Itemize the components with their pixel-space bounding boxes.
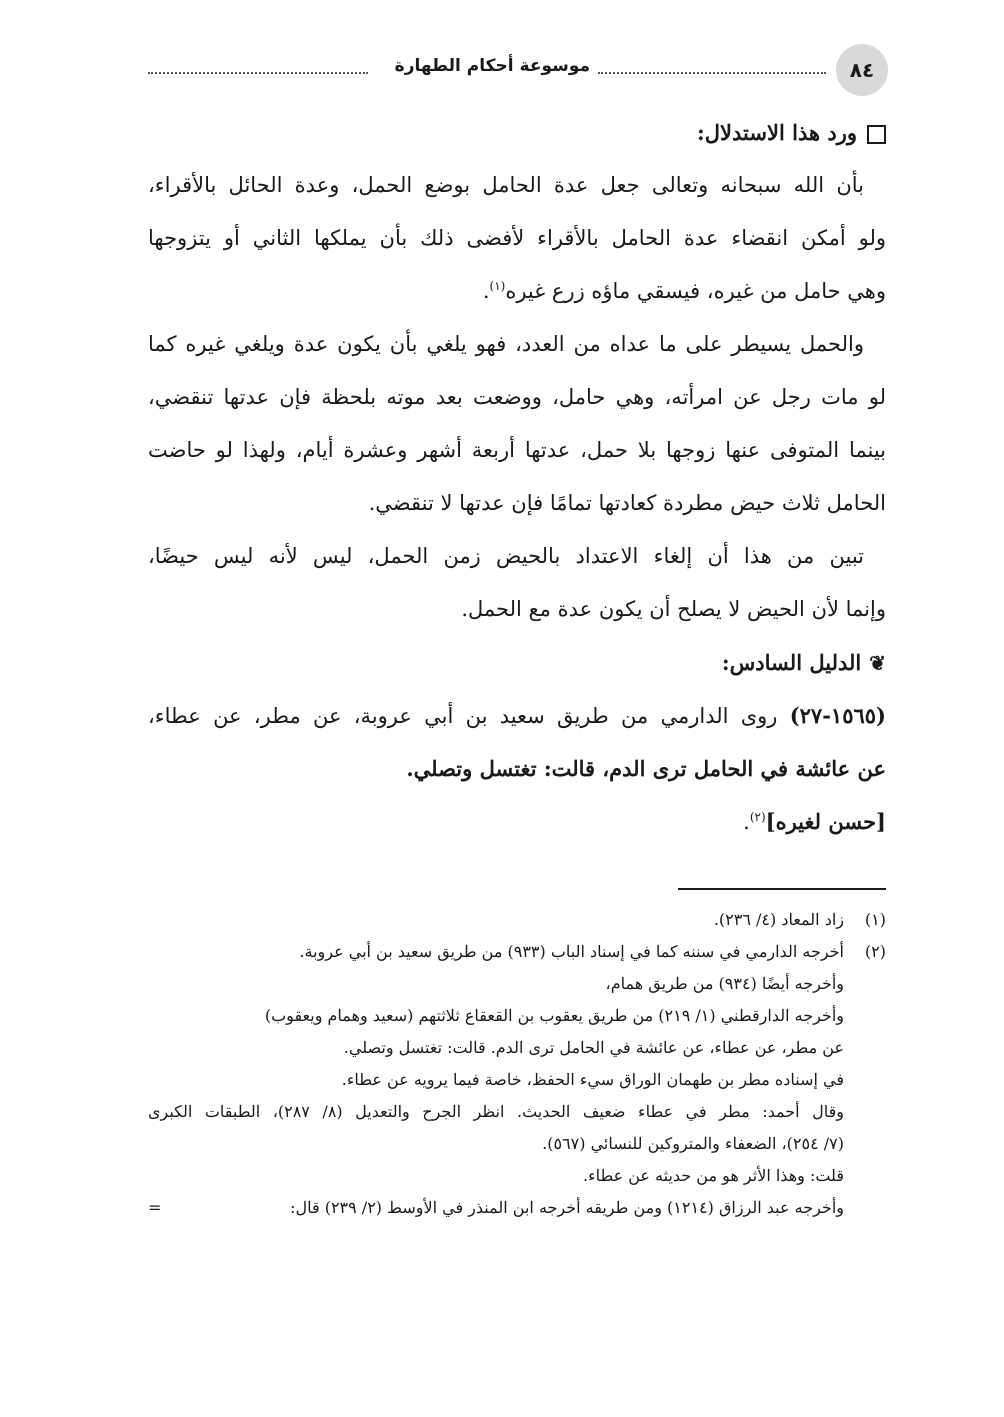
footnote-line-last (148, 1192, 886, 1224)
objection-heading-text: ورد هذا الاستدلال: (697, 120, 857, 145)
page-number: ٨٤ (836, 44, 888, 96)
running-header (148, 44, 888, 100)
hadith-grade-line (148, 795, 886, 848)
checkbox-icon (867, 125, 886, 144)
header-dotted-rule-right (598, 72, 826, 74)
footnote-ref-2: (٢) (749, 810, 766, 824)
footnote-line: قلت: وهذا الأثر هو من حديثه عن عطاء. (583, 1166, 844, 1185)
footnote-number: (٢) (864, 942, 886, 961)
hadith-number: (١٥٦٥-٢٧) (789, 703, 886, 728)
objection-heading (148, 106, 886, 159)
evidence-heading (148, 636, 886, 689)
leaf-icon: ❦ (869, 651, 886, 675)
paragraph-line: وإنما لأن الحيض لا يصلح أن يكون عدة مع الحمل. (461, 597, 886, 621)
footnote-line-text: وأخرجه عبد الرزاق (١٢١٤) ومن طريقه أخرجه ابن المنذر في الأوسط (٢/ ٢٣٩) قال: (290, 1198, 844, 1217)
paragraph-line: بينما المتوفى عنها زوجها بلا حمل، عدتها أربعة أشهر وعشرة أيام، ولهذا لو حاضت (148, 438, 886, 462)
hadith-chain-line (148, 689, 886, 742)
footnote-line: وأخرجه الدارقطني (١/ ٢١٩) من طريق يعقوب بن القعقاع ثلاثتهم (سعيد وهمام ويعقوب) (264, 1006, 844, 1025)
paragraph-line: بأن الله سبحانه وتعالى جعل عدة الحامل بوضع الحمل، وعدة الحائل بالأقراء، (148, 173, 864, 197)
paragraph-line: الحامل ثلاث حيض مطردة كعادتها تمامًا فإن عدتها لا تنقضي. (368, 491, 886, 515)
footnote-2 (148, 936, 886, 968)
footnote-line: وأخرجه أيضًا (٩٣٤) من طريق همام، (605, 974, 844, 993)
sentence-end: . (743, 810, 750, 834)
footnote-line: (٧/ ٢٥٤)، الضعفاء والمتروكين للنسائي (٥٦٧). (542, 1134, 844, 1153)
paragraph-line: لو مات رجل عن امرأته، وهي حامل، ووضعت بعد موته بلحظة فإن عدتها تنقضي، (148, 385, 886, 409)
continuation-mark: = (148, 1198, 162, 1217)
header-dotted-rule-left (148, 72, 368, 74)
paragraph-line: والحمل يسيطر على ما عداه من العدد، فهو يلغي بأن يكون عدة ويلغي غيره كما (148, 332, 864, 356)
book-title: موسوعة أحكام الطهارة (387, 56, 598, 76)
footnote-separator (678, 888, 886, 890)
paragraph-line-text: وهي حامل من غيره، فيسقي ماؤه زرع غيره (505, 279, 886, 303)
evidence-heading-text: الدليل السادس: (721, 650, 862, 675)
sentence-end: . (482, 279, 490, 303)
paragraph-line (148, 265, 886, 318)
footnote-ref-1: (١) (489, 279, 506, 293)
footnote-text: أخرجه الدارمي في سننه كما في إسناد الباب (٩٣٣) من طريق سعيد بن أبي عروبة. (299, 942, 844, 961)
footnote-number: (١) (864, 910, 886, 929)
hadith-chain: روى الدارمي من طريق سعيد بن أبي عروبة، عن مطر، عن عطاء، (148, 704, 778, 728)
footnote-line: في إسناده مطر بن طهمان الوراق سيء الحفظ، خاصة فيما يرويه عن عطاء. (341, 1070, 844, 1089)
footnotes (148, 904, 886, 1224)
paragraph-line: ولو أمكن انقضاء عدة الحامل بالأقراء لأفضى ذلك بأن يملكها الثاني أو يتزوجها (148, 226, 886, 250)
footnote-text: زاد المعاد (٤/ ٢٣٦). (713, 910, 844, 929)
footnote-line: وقال أحمد: مطر في عطاء ضعيف الحديث. انظر الجرح والتعديل (٨/ ٢٨٧)، الطبقات الكبرى (148, 1102, 844, 1121)
hadith-text: عن عائشة في الحامل ترى الدم، قالت: تغتسل وتصلي. (406, 756, 886, 781)
hadith-grade: [حسن لغيره] (765, 809, 886, 834)
footnote-line: عن مطر، عن عطاء، عن عائشة في الحامل ترى الدم. قالت: تغتسل وتصلي. (343, 1038, 844, 1057)
footnote-1 (148, 904, 886, 936)
paragraph-line: تبين من هذا أن إلغاء الاعتداد بالحيض زمن الحمل، ليس لأنه ليس حيضًا، (148, 544, 864, 568)
main-text (148, 106, 886, 848)
